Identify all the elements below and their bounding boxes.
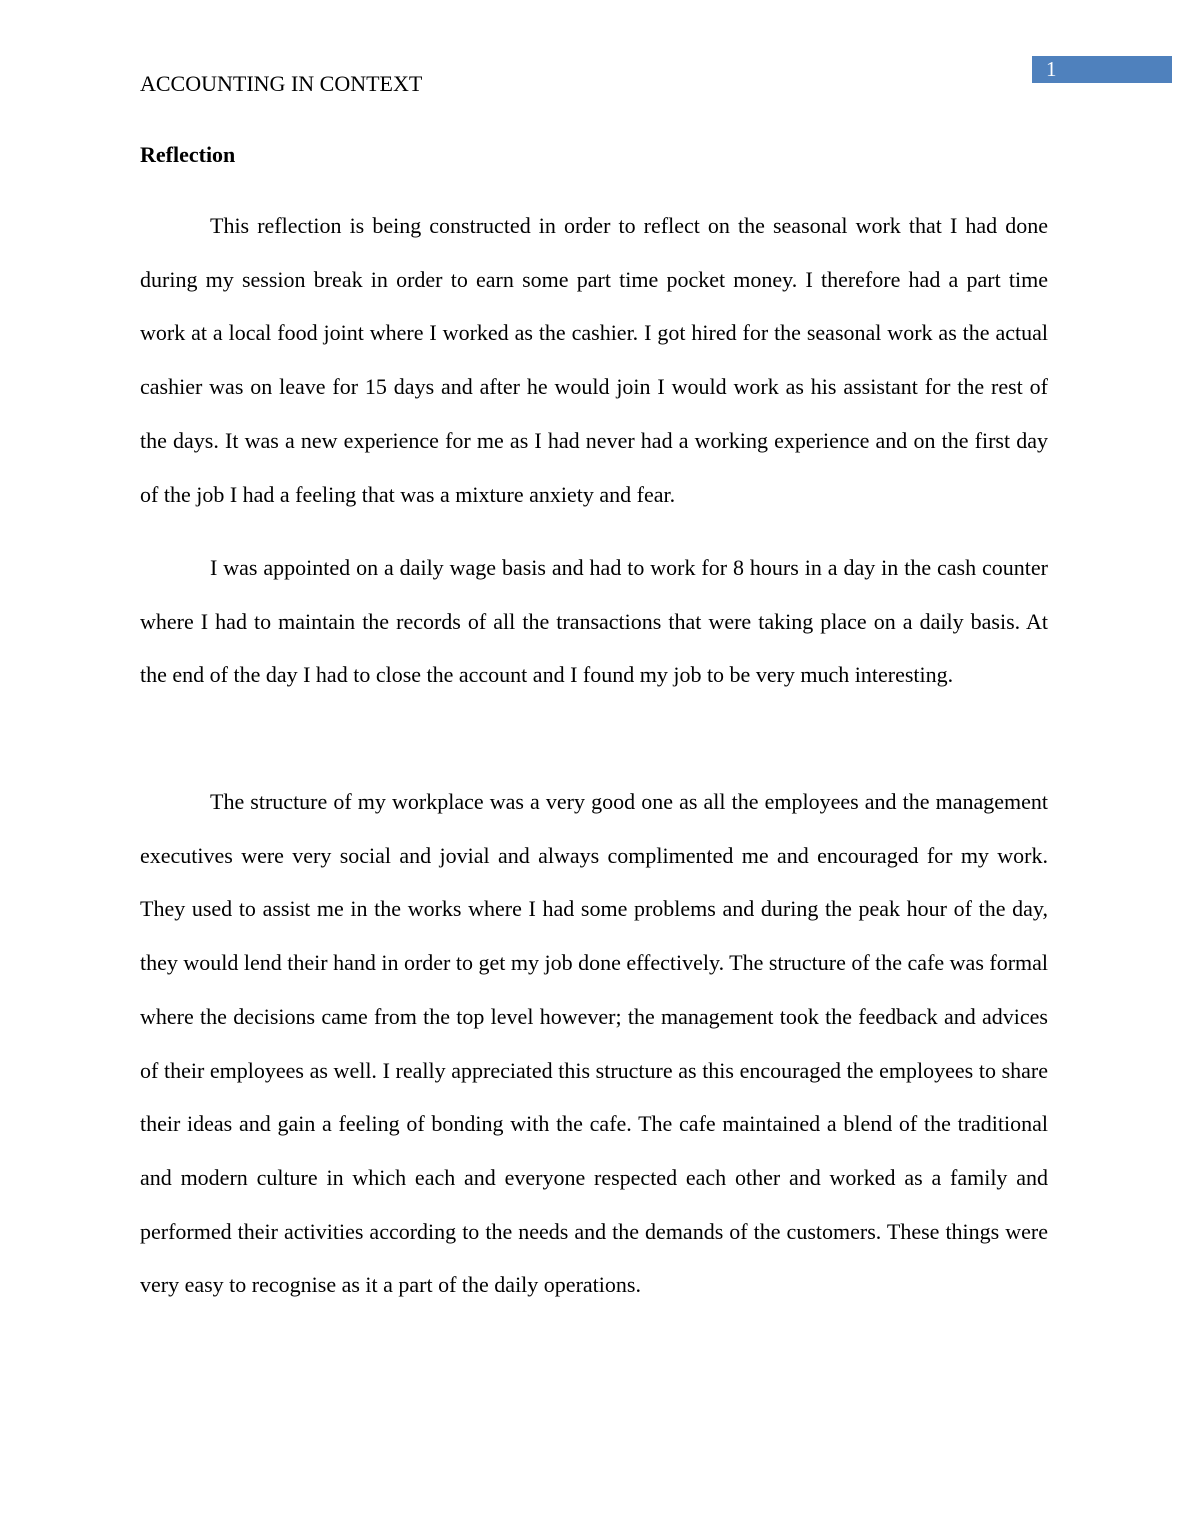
running-head: ACCOUNTING IN CONTEXT (140, 71, 423, 96)
paragraph-2: I was appointed on a daily wage basis and had to work for 8 hours in a day in the cash counter where I had to maintain the records of all the transactions that were taking place on a daily basis. At the end of the day I had to close the account and I found my job to be very much interesting. (140, 555, 1048, 688)
paragraph-3: The structure of my workplace was a very good one as all the employees and the management executives were very social and jovial and always complimented me and encouraged for my work. They used to assist me in the works where I had some problems and during the peak hour of the day, they would lend their hand in order to get my job done effectively. The structure of the cafe was formal where the decisions came from the top level however; the management took the feedback and advices of their employees as well. I really appreciated this structure as this encouraged the employees to share their ideas and gain a feeling of bonding with the cafe. The cafe maintained a blend of the traditional and modern culture in which each and everyone respected each other and worked as a family and performed their activities according to the needs and the demands of the customers. These things were very easy to recognise as it a part of the daily operations. (140, 789, 1049, 1298)
section-heading: Reflection (140, 142, 236, 167)
paragraph-1: This reflection is being constructed in order to reflect on the seasonal work that I had done during my session break in order to earn some part time pocket money. I therefore had a part time work at a local food joint where I worked as the cashier. I got hired for the seasonal work as the actual cashier was on leave for 15 days and after he would join I would work as his assistant for the rest of the days. It was a new experience for me as I had never had a working experience and on the first day of the job I had a feeling that was a mixture anxiety and fear. (140, 213, 1048, 507)
page-number: 1 (1046, 57, 1057, 81)
page-number-badge (1032, 56, 1172, 83)
